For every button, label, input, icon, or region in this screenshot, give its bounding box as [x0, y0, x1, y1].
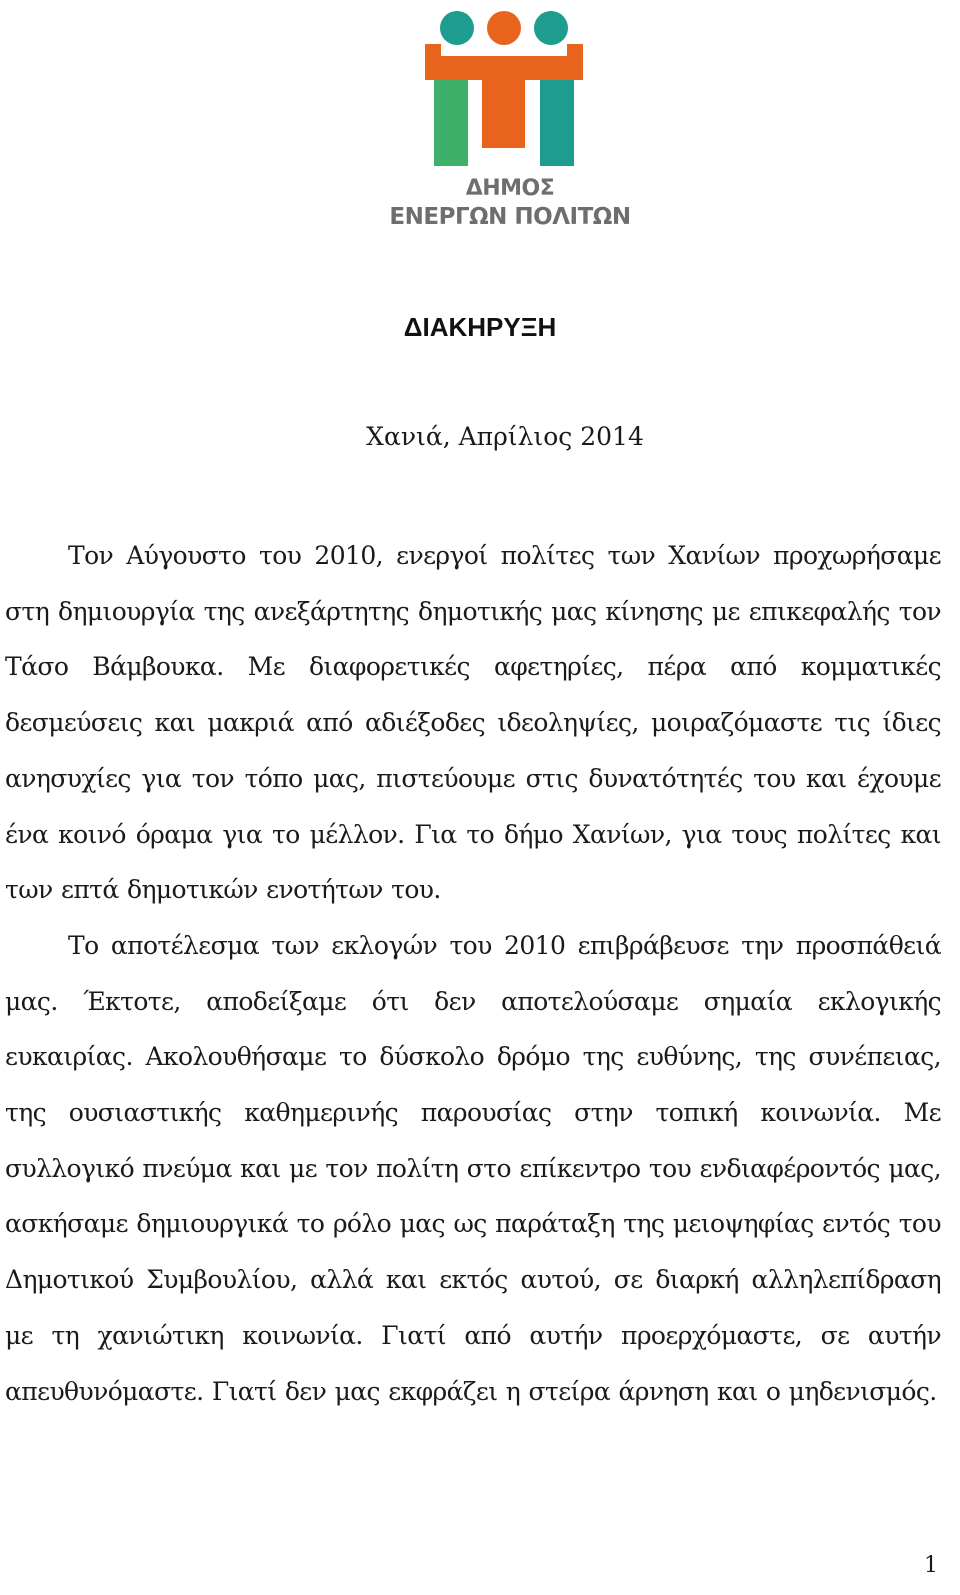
logo-body-right: [540, 78, 574, 166]
party-logo: [370, 8, 650, 233]
page-number: 1: [924, 1553, 938, 1578]
document-body: [5, 528, 941, 1419]
logo-text-line1: ΔΗΜΟΣ: [465, 176, 555, 201]
dateline: Χανιά, Απρίλιος 2014: [366, 422, 644, 451]
logo-head-right: [534, 11, 568, 45]
document-title: ΔΙΑΚΗΡΥΞΗ: [403, 312, 557, 342]
logo-emblem-icon: [370, 8, 650, 173]
logo-head-middle: [487, 11, 521, 45]
logo-text-line2: ΕΝΕΡΓΩΝ ΠΟΛΙΤΩΝ: [389, 204, 631, 230]
logo-head-left: [440, 11, 474, 45]
paragraph-2: Το αποτέλεσμα των εκλογών του 2010 επιβράβευσε την προσπάθειά μας. Έκτοτε, αποδείξαμε ότι δεν αποτελούσαμε σημαία εκλογικής ευκαιρίας. Ακολουθήσαμε το δύσκολο δρόμο της ευθύνης, της συνέπειας, της ουσιαστικής καθημερινής παρουσίας στην τοπική κοινωνία. Με συλλογικό πνεύμα και με τον πολίτη στο επίκεντρο του ενδιαφέροντός μας, ασκήσαμε δημιουργικά το ρόλο μας ως παράταξη της μειοψηφίας εντός του Δημοτικού Συμβουλίου, αλλά και εκτός αυτού, σε διαρκή αλληλεπίδραση με τη χανιώτικη κοινωνία. Γιατί από αυτήν προερχόμαστε, σε αυτήν απευθυνόμαστε. Γιατί δεν μας εκφράζει η στείρα άρνηση και ο μηδενισμός.: [5, 930, 941, 1406]
logo-body-left: [434, 78, 468, 166]
paragraph-1: Τον Αύγουστο του 2010, ενεργοί πολίτες των Χανίων προχωρήσαμε στη δημιουργία της ανεξάρτητης δημοτικής μας κίνησης με επικεφαλής τον Τάσο Βάμβουκα. Με διαφορετικές αφετηρίες, πέρα από κομματικές δεσμεύσεις και μακριά από αδιέξοδες ιδεοληψίες, μοιραζόμαστε τις ίδιες ανησυχίες για τον τόπο μας, πιστεύουμε στις δυνατότητές του και έχουμε ένα κοινό όραμα για το μέλλον. Για το δήμο Χανίων, για τους πολίτες και των επτά δημοτικών ενοτήτων του.: [5, 541, 941, 905]
